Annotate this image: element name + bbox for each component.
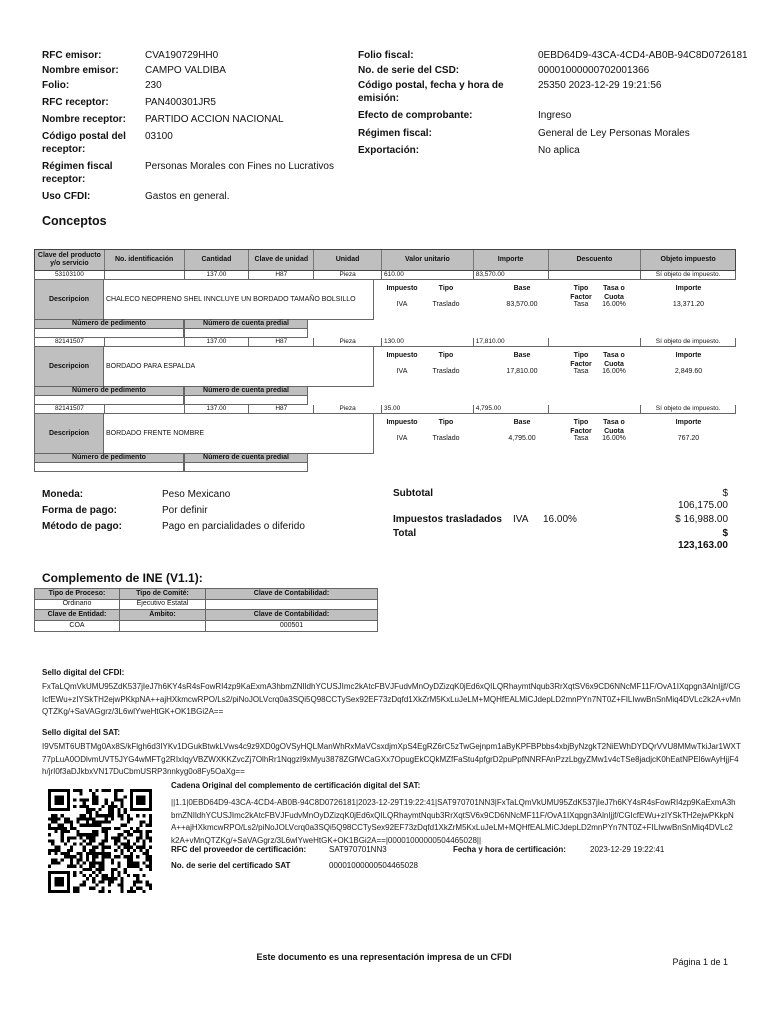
column-header: Clave de unidad [249,250,314,270]
cell-empty [549,405,642,413]
field-value: Ingreso [538,110,572,121]
tax-detail [374,280,736,320]
rfc-proveedor: SAT970701NN3 [329,845,387,854]
impuestos-label: Impuestos trasladados [393,514,502,525]
concepto-item [34,338,736,405]
impuestos-value: $ 16,988.00 [675,514,728,525]
tax-header: Tasa o Cuota [603,352,625,368]
tax-value: IVA [396,435,408,442]
cuenta-predial-value [184,396,308,405]
payment-label: Moneda: [42,489,84,500]
conceptos-title: Conceptos [42,214,107,228]
tax-value: 16.00% [602,301,626,308]
pedimento-label: Número de pedimento [34,320,184,329]
field-value: 0EBD64D9-43CA-4CD4-AB0B-94C8D0726181 [538,50,748,61]
serie-sat-label: No. de serie del certificado SAT [171,861,291,870]
cell-cantidad: 137.00 [185,338,250,346]
pedimento-row [34,454,736,463]
impuestos-row [393,514,728,526]
serie-sat: 00001000000504465028 [329,861,418,870]
header-left-row [42,79,362,92]
column-header: Cantidad [185,250,250,270]
field-label: Efecto de comprobante: [358,110,473,121]
header-right-row [358,49,758,62]
ine-cell: Ordinario [34,599,120,610]
tax-header: Impuesto [386,352,418,359]
header-left-row [42,113,362,126]
field-label: Código postal, fecha y hora de emisión: [358,80,504,104]
cell-cantidad: 137.00 [185,271,250,279]
field-label: RFC emisor: [42,50,102,61]
cell-clave-unidad: H87 [249,271,314,279]
column-header: Valor unitario [382,250,474,270]
impuesto-rate: 16.00% [543,514,577,525]
ine-cell: Clave de Contabilidad: [206,588,378,600]
tax-header: Impuesto [386,285,418,292]
header-left-row [42,49,362,62]
descripcion-block [34,347,736,387]
concepto-item [34,405,736,472]
field-value: PARTIDO ACCION NACIONAL [145,114,284,125]
concepto-row [34,271,736,280]
column-header: Importe [474,250,549,270]
concepto-item [34,271,736,338]
cell-empty [549,271,642,279]
sello-sat-title: Sello digital del SAT: [42,728,121,737]
column-header: Descuento [549,250,642,270]
field-value: No aplica [538,145,580,156]
pedimento-value [34,396,184,405]
descripcion-value: BORDADO FRENTE NOMBRE [104,414,374,454]
cadena-title: Cadena Original del complemento de certificación digital del SAT: [171,781,421,790]
footer-note: Este documento es una representación impresa de un CFDI [256,952,512,962]
tax-value: 83,570.00 [506,301,538,308]
rfc-proveedor-label: RFC del proveedor de certificación: [171,845,307,854]
cell-clave-unidad: H87 [249,405,314,413]
subtotal-value: $ 106,175.00 [677,488,728,511]
sello-cfdi-title: Sello digital del CFDI: [42,668,125,677]
tax-header: Importe [675,419,702,426]
pedimento-values-row [34,329,736,338]
ine-row [34,621,378,632]
field-label: Folio: [42,80,70,91]
total-label: Total [393,528,417,539]
ine-cell: COA [34,621,120,632]
payment-info [42,489,372,537]
pedimento-label: Número de pedimento [34,387,184,396]
header-left-row [42,190,362,203]
concepto-row [34,338,736,347]
cell-objeto: Sí objeto de impuesto. [655,338,721,345]
cell-unidad: Pieza [314,338,382,346]
field-value: CVA190729HH0 [145,50,219,61]
field-label: No. de serie del CSD: [358,65,460,76]
total-value: $ 123,163.00 [677,528,728,551]
header-right-row [358,79,758,105]
payment-value: Peso Mexicano [162,489,231,500]
cuenta-predial-label: Número de cuenta predial [184,387,308,396]
cell-empty [549,338,642,346]
header-right-row [358,127,758,140]
tax-value: IVA [396,368,408,375]
field-label: Exportación: [358,145,420,156]
total-row [393,528,728,552]
field-label: Uso CFDI: [42,191,91,202]
field-label: RFC receptor: [42,97,109,108]
tax-detail [374,414,736,454]
fecha-cert: 2023-12-29 19:22:41 [590,845,665,854]
field-value: Gastos en general. [145,191,230,202]
pedimento-value [34,463,184,472]
subtotal-label: Subtotal [393,488,433,499]
tax-detail [374,347,736,387]
cell-unidad: Pieza [314,271,382,279]
field-value: 230 [145,80,162,91]
cell-objeto: Sí objeto de impuesto. [655,271,721,278]
payment-row [42,489,372,501]
cell-clave: 82141507 [35,338,105,346]
sello-sat: I9V5MT6UBTMg0Ax8S/kFlgh6d3IYKv1DGukBtwkLVws4c9z9XD0gOVSyHQLManWhRxMaVCsxdjmXpS4EgRZ6rC5zTwGejnpm1aByKPFBPbbs4xbjByNzgkT2NiEWhDYDQrVVU8MMwTkiJar1WXT77pLuA0ODlvmUVT5JYG4wMFTg2RIxIqyVBZWXKKZvcZj7OlhRr1NqgzI9xMyu3878ZGfWCaGXx7OpugEkCQkMZfFaStu4pfgrD2puPpfNNRFAnPzzLbgyZMw1v4cTSe8jadjcK0hEatNPEl6wAyHjjF4h/jrI0f3aDJkbxVN17DuCbmUSRP3nnkyg0o8Fy5OaXg== [42,742,741,776]
field-value: 25350 2023-12-29 19:21:56 [538,80,662,91]
cell-empty [105,338,185,346]
payment-row [42,521,372,533]
tax-header: Tipo [438,352,454,359]
tax-header: Importe [675,352,702,359]
field-label: Nombre emisor: [42,65,119,76]
ine-cell: 000501 [206,621,378,632]
field-value: PAN400301JR5 [145,97,216,108]
header-right-row [358,109,758,122]
tax-header: Impuesto [386,419,418,426]
descripcion-value: CHALECO NEOPRENO SHEL INNCLUYE UN BORDADO TAMAÑO BOLSILLO [104,280,374,320]
field-value: 03100 [145,131,173,142]
tax-value: Traslado [432,301,460,308]
tax-value: IVA [396,301,408,308]
cell-valor-unitario: 610.00 [382,271,474,279]
tax-header: Tasa o Cuota [603,285,625,301]
field-label: Nombre receptor: [42,114,126,125]
ine-title: Complemento de INE (V1.1): [42,571,203,585]
cell-importe: 4,795.00 [474,405,549,413]
cell-unidad: Pieza [314,405,382,413]
field-value: Personas Morales con Fines no Lucrativos [145,161,334,172]
subtotal-row [393,488,728,512]
impuesto-name: IVA [513,514,529,525]
field-label: Régimen fiscal: [358,128,432,139]
column-header: No. identificación [105,250,185,270]
cell-clave-unidad: H87 [249,338,314,346]
pedimento-values-row [34,463,736,472]
tax-value: 16.00% [602,368,626,375]
field-value: 00001000000702001366 [538,65,650,76]
tax-value: Tasa [573,435,589,442]
payment-label: Método de pago: [42,521,122,532]
ine-row [34,599,378,610]
ine-cell: Clave de Entidad: [34,610,120,621]
tax-header: Tipo Factor [570,352,592,368]
header-left-row [42,160,362,186]
page-number: Página 1 de 1 [672,957,728,967]
payment-value: Por definir [162,505,208,516]
descripcion-label: Descripcion [34,347,104,387]
pedimento-label: Número de pedimento [34,454,184,463]
header-left-row [42,96,362,109]
ine-row [34,610,378,621]
cuenta-predial-label: Número de cuenta predial [184,454,308,463]
ine-cell [206,599,378,610]
header-right-row [358,144,758,157]
cadena-original: ||1.1|0EBD64D9-43CA-4CD4-AB0B-94C8D0726181|2023-12-29T19:22:41|SAT970701NN3|FxTaLQmVkUMU95ZdK537jIeJ7h6KY4sR4sFowRI4zp9KaExmA3hbmZNIldhYCUSJImc2kAtcFBVJFudvMnOyDZizqK0jEd6xQILQRhaymtNqub3RrXqtSV6x9CD6NNcMF11F/OvA1IXqpgn3AlnIjjf/CGIcfEWu+zIYSkTH2ejwPKkpNA++ajHXkmcwRPO/Ls2/piNoJOLVcrq0a3SQi5Q98CCTySex92EF73zDqfd1XkZrM5KxLuJeLM+MQHfEALMiCJdepLD2mnPYn7NT0Z+FILIwwBnSnMiq4DVLc2k2A+vMnQTZKg/+SaVAGgrz/3L6wlYweHtGK+OK1BGi2A==|00001000000504465028|| [171,798,736,845]
tax-header: Tipo Factor [570,285,592,301]
field-value: CAMPO VALDIBA [145,65,226,76]
tax-header: Tipo [438,419,454,426]
cell-clave: 82141507 [35,405,105,413]
cell-empty [105,271,185,279]
ine-cell: Tipo de Comité: [120,588,206,600]
cell-objeto: Sí objeto de impuesto. [655,405,721,412]
field-value: General de Ley Personas Morales [538,128,690,139]
descripcion-value: BORDADO PARA ESPALDA [104,347,374,387]
tax-value: Tasa [573,368,589,375]
cuenta-predial-label: Número de cuenta predial [184,320,308,329]
column-header: Unidad [314,250,382,270]
header-left-row [42,64,362,77]
cell-cantidad: 137.00 [185,405,250,413]
descripcion-label: Descripcion [34,280,104,320]
descripcion-label: Descripcion [34,414,104,454]
ine-cell: Clave de Contabilidad: [206,610,378,621]
header-right-row [358,64,758,77]
tax-value: Tasa [573,301,589,308]
ine-row [34,588,378,599]
fecha-cert-label: Fecha y hora de certificación: [453,845,566,854]
field-label: Folio fiscal: [358,50,414,61]
cell-valor-unitario: 130.00 [382,338,474,346]
tax-value: 4,795.00 [508,435,536,442]
serie-row [171,861,418,870]
ine-table [34,588,378,632]
cell-importe: 83,570.00 [474,271,549,279]
cert-row [171,845,664,854]
tax-header: Tasa o Cuota [603,419,625,435]
ine-cell: Ejecutivo Estatal [120,599,206,610]
tax-header: Base [513,352,531,359]
concepto-row [34,405,736,414]
payment-row [42,505,372,517]
tax-value: Traslado [432,368,460,375]
pedimento-row [34,387,736,396]
tax-value: 16.00% [602,435,626,442]
tax-value: 17,810.00 [506,368,538,375]
cuenta-predial-value [184,329,308,338]
tax-value: 13,371.20 [672,301,705,308]
column-header: Clave del producto y/o servicio [35,250,105,270]
cuenta-predial-value [184,463,308,472]
sello-cfdi: FxTaLQmVkUMU95ZdK537jIeJ7h6KY4sR4sFowRI4zp9KaExmA3hbmZNIldhYCUSJImc2kAtcFBVJFudvMnOyDZizqK0jEd6xQILQRhaymtNqub3RrXqtSV6x9CD6NNcMF11F/OvA1IXqpgn3AlnIjjf/CGIcfEWu+zIYSkTH2ejwPKkpNA++ajHXkmcwRPO/Ls2/piNoJOLVcrq0a3SQi5Q98CCTySex92EF73zDqfd1XkZrM5KxLuJeLM+MQHfEALMiCJdepLD2mnPYn7NT0Z+FILIwwBnSnMiq4DVLc2k2A+vMnQTZKg/+SaVAGgrz/3L6wlYweHtGK+OK1BGi2A== [42,682,741,716]
header-left-row [42,130,362,156]
pedimento-value [34,329,184,338]
cell-valor-unitario: 35.00 [382,405,474,413]
conceptos-table [34,249,736,472]
tax-value: 767.20 [677,435,700,442]
tax-header: Base [513,419,531,426]
totals [393,488,728,554]
tax-value: 2,849.60 [674,368,703,375]
tax-header: Tipo [438,285,454,292]
cell-empty [105,405,185,413]
tax-value: Traslado [432,435,460,442]
field-label: Régimen fiscal receptor: [42,161,113,185]
tax-header: Base [513,285,531,292]
tax-header: Importe [675,285,702,292]
ine-cell [120,621,206,632]
ine-cell: Tipo de Proceso: [34,588,120,600]
cell-clave: 53103100 [35,271,105,279]
qr-code-image [48,789,152,893]
cell-importe: 17,810.00 [474,338,549,346]
conceptos-header [34,249,736,271]
tax-header: Tipo Factor [570,419,592,435]
payment-label: Forma de pago: [42,505,118,516]
descripcion-block [34,280,736,320]
descripcion-block [34,414,736,454]
ine-cell: Ámbito: [120,610,206,621]
payment-value: Pago en parcialidades o diferido [162,521,305,532]
pedimento-values-row [34,396,736,405]
column-header: Objeto impuesto [660,256,716,263]
field-label: Código postal del receptor: [42,131,126,155]
pedimento-row [34,320,736,329]
